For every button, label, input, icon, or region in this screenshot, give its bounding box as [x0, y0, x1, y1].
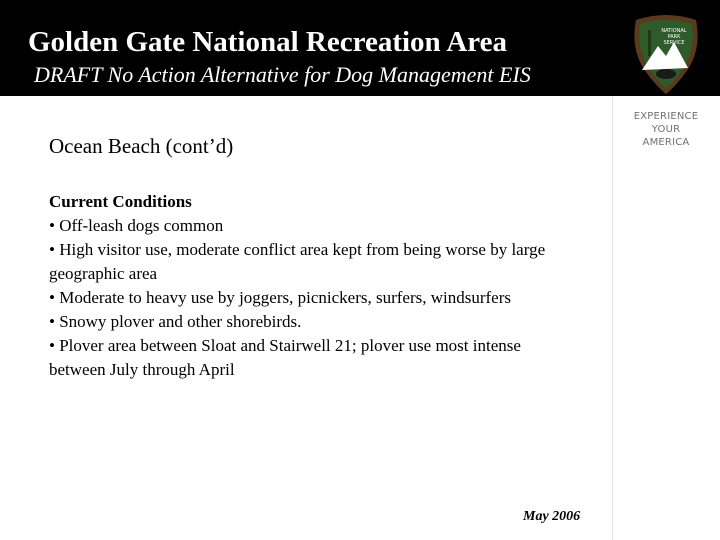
tagline-line: EXPERIENCE: [633, 111, 699, 122]
bullet-item: • Plover area between Sloat and Stairwell 21; plover use most intense between July through April: [49, 336, 521, 379]
side-panel: [612, 96, 720, 540]
logo-text-line: PARK: [667, 34, 681, 40]
section-title: Current Conditions: [49, 192, 192, 211]
slide-heading: Ocean Beach (cont’d): [49, 134, 234, 158]
bullet-item: • Off-leash dogs common: [49, 216, 224, 235]
logo-text-line: SERVICE: [663, 40, 685, 46]
footer-date: May 2006: [523, 509, 581, 524]
tagline: [612, 110, 720, 149]
slide-content: [49, 190, 569, 382]
bullet-item: • Moderate to heavy use by joggers, picnickers, surfers, windsurfers: [49, 288, 511, 307]
tagline-line: AMERICA: [642, 137, 690, 148]
bullet-item: • High visitor use, moderate conflict area kept from being worse by large geographic area: [49, 240, 546, 283]
bullet-item: • Snowy plover and other shorebirds.: [49, 312, 302, 331]
page-subtitle: DRAFT No Action Alternative for Dog Management EIS: [34, 62, 531, 87]
page-title: Golden Gate National Recreation Area: [28, 26, 507, 58]
nps-arrowhead-icon: [628, 10, 704, 96]
header-bar: [0, 0, 720, 96]
tagline-line: YOUR: [651, 124, 681, 135]
logo-text-line: NATIONAL: [661, 28, 687, 34]
